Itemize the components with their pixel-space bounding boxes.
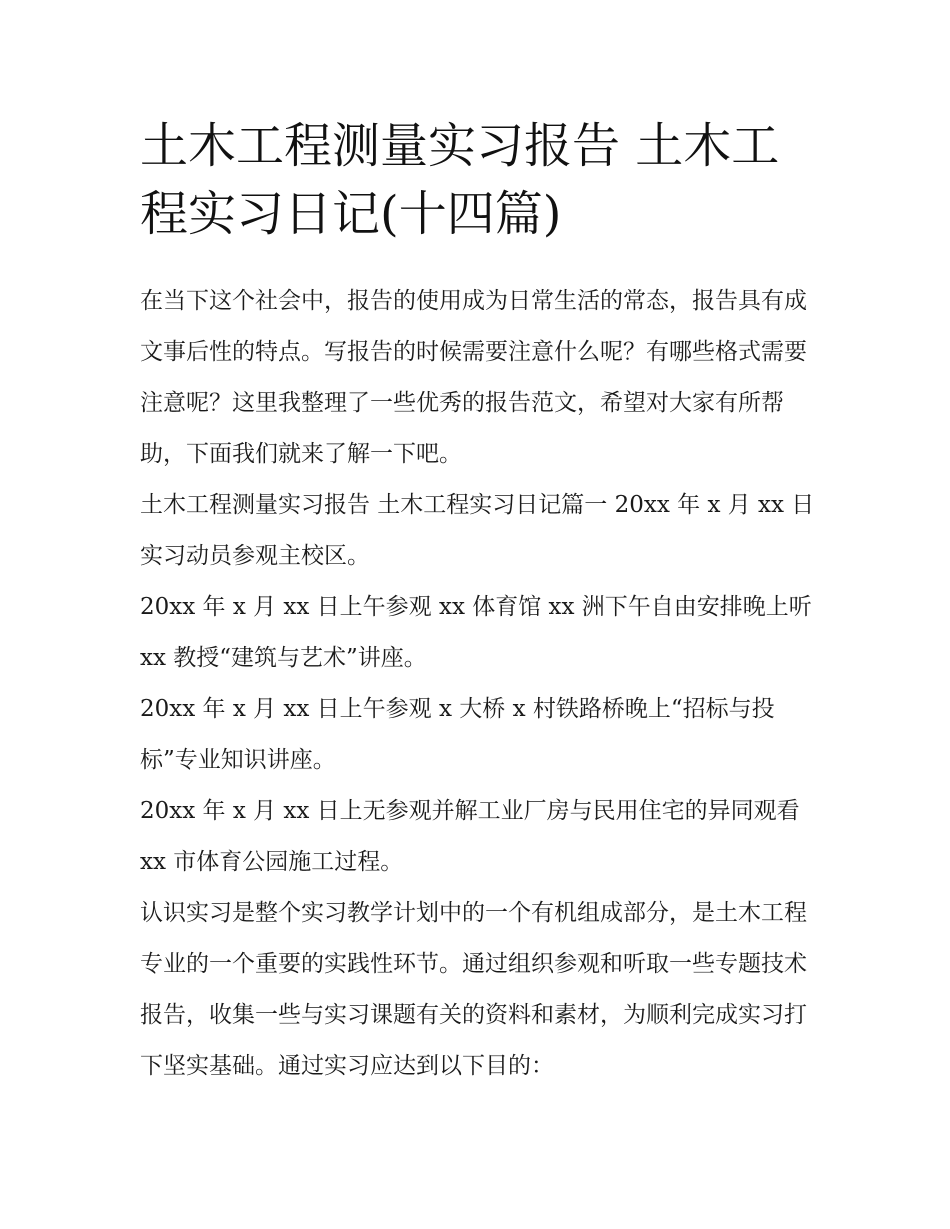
- paragraph-diary-day4: 20xx 年 x 月 xx 日上无参观并解工业厂房与民用住宅的异同观看 xx 市体育公园施工过程。: [140, 798, 800, 875]
- paragraph-intro: 在当下这个社会中，报告的使用成为日常生活的常态，报告具有成文事后性的特点。写报告的时候需要注意什么呢？有哪些格式需要注意呢？这里我整理了一些优秀的报告范文，希望对大家有所帮助，下面我们就来了解一下吧。: [140, 288, 807, 467]
- paragraph-diary-day2: 20xx 年 x 月 xx 日上午参观 xx 体育馆 xx 洲下午自由安排晚上听 xx 教授“建筑与艺术”讲座。: [140, 594, 812, 671]
- paragraph-diary-day3: 20xx 年 x 月 xx 日上午参观 x 大桥 x 村铁路桥晚上“招标与投标”专业知识讲座。: [140, 696, 775, 773]
- paragraph-diary-day1: 土木工程测量实习报告 土木工程实习日记篇一 20xx 年 x 月 xx 日实习动员参观主校区。: [140, 492, 815, 569]
- paragraph-purpose: 认识实习是整个实习教学计划中的一个有机组成部分，是土木工程专业的一个重要的实践性环节。通过组织参观和听取一些专题技术报告，收集一些与实习课题有关的资料和素材，为顺利完成实习打下坚实基础。通过实习应达到以下目的：: [140, 900, 807, 1079]
- document-body: [140, 276, 820, 1092]
- document-title: 土木工程测量实习报告 土木工程实习日记(十四篇): [140, 118, 780, 242]
